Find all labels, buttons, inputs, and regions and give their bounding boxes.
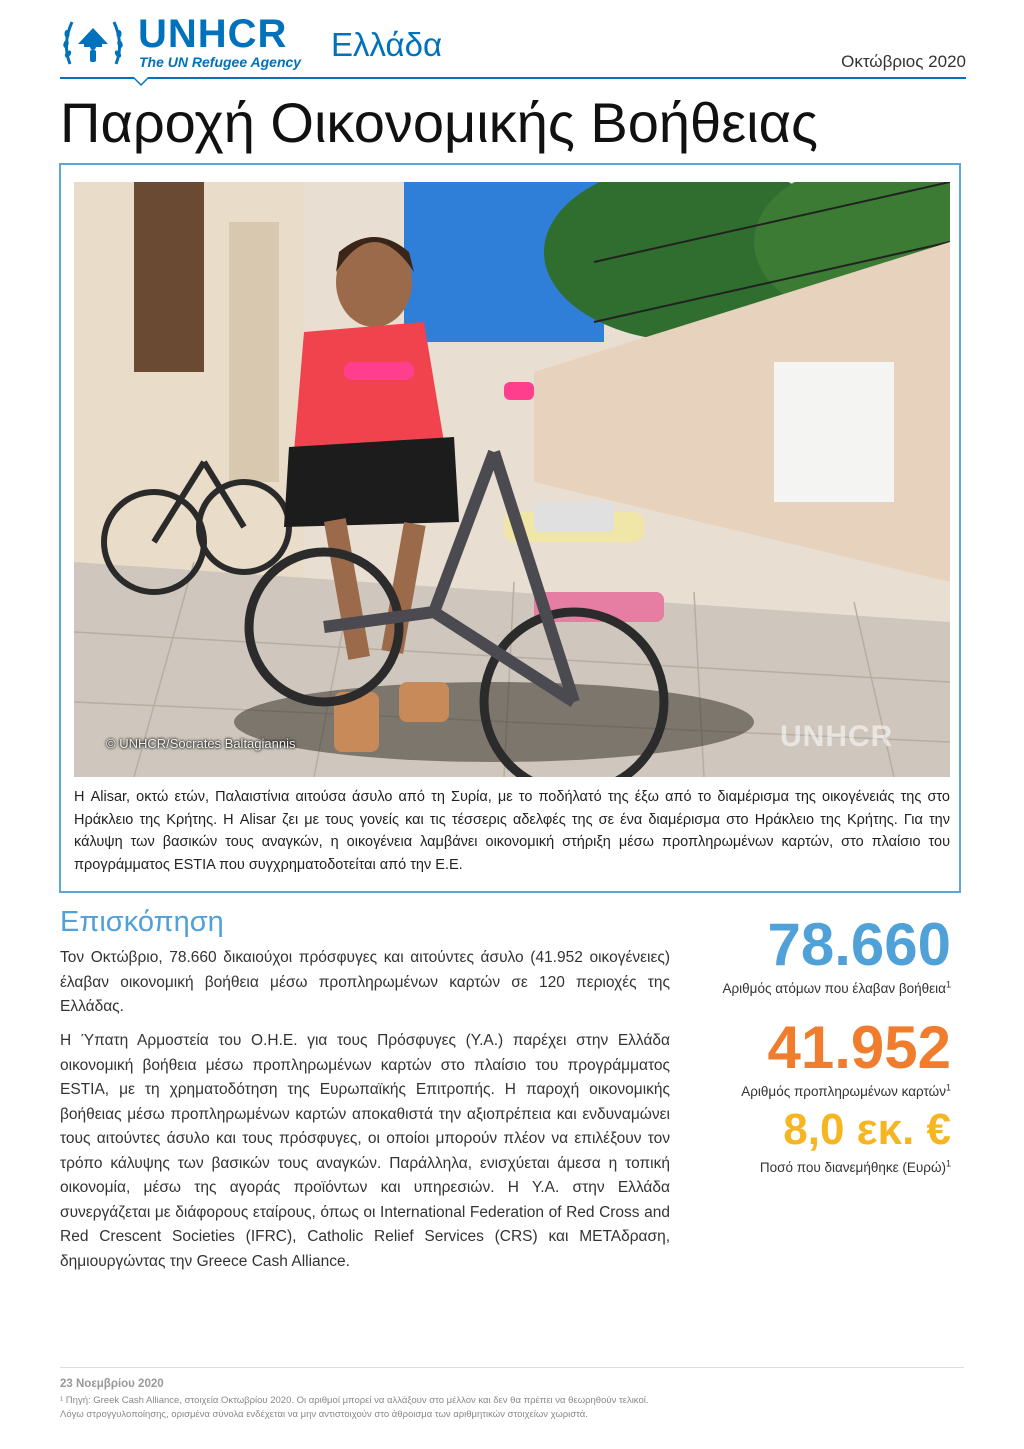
report-date: Οκτώβριος 2020 — [841, 52, 966, 71]
overview-heading: Επισκόπηση — [60, 906, 224, 938]
stat-amount-label: Ποσό που διανεμήθηκε $(E\upsilon\rho ώ)^1$ — [759, 1158, 951, 1175]
country-label: Ελλάδα — [331, 26, 443, 63]
stat-people-value: 78.660 — [767, 911, 951, 978]
footer-divider — [60, 1367, 964, 1368]
page-title: Παροχή Οικονομικής Βοήθειας — [60, 91, 818, 154]
stat-cards-label: Αριθμός προπληρωμένων καρτών$^1$ — [741, 1082, 951, 1099]
unhcr-laurel-logo-icon — [60, 14, 126, 70]
brand-tagline: The UN Refugee Agency — [139, 54, 302, 70]
overview-paragraph-2: Η Ύπατη Αρμοστεία του Ο.Η.Ε. για τους Πρόσφυγες (Υ.Α.) παρέχει στην Ελλάδα οικονομική βοήθεια μέσω προπληρωμένων καρτών στο πλαίσιο του προγράμματος ESTIA, με τη χρηματοδότηση της Ευρωπαϊκής Επιτροπής. Η παροχή οικονομικής βοήθειας μέσω προπληρωμένων καρτών αποκαθιστά την αξιοπρέπεια και ενδυναμώνει τους αιτούντες άσυλο και τους πρόσφυγες, οι οποίοι μπορούν πλέον να επιλέξουν τον τρόπο κάλυψης των βασικών τους αναγκών. Παράλληλα, ενισχύεται άμεσα η τοπική οικονομία, μέσω της αγοράς προϊόντων και υπηρεσιών. Η Υ.Α. στην Ελλάδα συνεργάζεται με διάφορους εταίρους, όπως οι International Federation of Red Cross and Red Crescent Societies (IFRC), Catholic Relief Services (CRS) και ΜΕΤΑδραση, δημιουργώντας την Greece Cash Alliance. — [60, 1032, 670, 1270]
girl-on-bicycle-photo — [74, 182, 950, 777]
stat-people-label: Αριθμός ατόμων που έλαβαν βοήθεια$^1$ — [722, 979, 951, 996]
photo-watermark: UNHCR — [780, 720, 894, 753]
overview-paragraph-1: Τον Οκτώβριο, 78.660 δικαιούχοι πρόσφυγες και αιτούντες άσυλο (41.952 οικογένειες) έλαβαν οικονομική βοήθεια μέσω προπληρωμένων καρτών σε 120 περιοχές της Ελλάδας. — [60, 949, 670, 1015]
footnote-rounding: Λόγω στρογγυλοποίησης, ορισμένα σύνολα ενδέχεται να μην αντιστοιχούν στο άθροισμα των αριθμητικών στοιχείων χωριστά. — [60, 1409, 588, 1420]
brand-name: UNHCR — [138, 12, 288, 56]
header-divider — [60, 77, 966, 79]
footer-date: 23 Νοεμβρίου 2020 — [60, 1378, 164, 1390]
footnote-source: ¹ Πηγή: Greek Cash Alliance, στοιχεία Οκτωβρίου 2020. Οι αριθμοί μπορεί να αλλάξουν στο μέλλον και δεν θα πρέπει να θεωρηθούν τελικοί. — [60, 1395, 649, 1406]
stat-amount-value: 8,0 εκ. € — [783, 1105, 951, 1154]
photo-caption: Η Alisar, οκτώ ετών, Παλαιστίνια αιτούσα άσυλο από τη Συρία, με το ποδήλατό της έξω από το διαμέρισμα της οικογένειάς της στο Ηράκλειο της Κρήτης. Η Alisar ζει με τους γονείς και τις τέσσερις αδελφές της σε ένα διαμέρισμα στο Ηράκλειο της Κρήτης. Για την κάλυψη των βασικών τους αναγκών, η οικογένεια λαμβάνει οικονομική στήριξη μέσω προπληρωμένων καρτών, στο πλαίσιο του προγράμματος ESTIA που συγχρηματοδοτείται από την Ε.Ε. — [74, 789, 950, 873]
header-divider-notch-inner — [134, 77, 148, 84]
stat-cards-value: 41.952 — [767, 1014, 951, 1081]
photo-credit: © UNHCR/Socrates Baltagiannis — [106, 736, 296, 751]
